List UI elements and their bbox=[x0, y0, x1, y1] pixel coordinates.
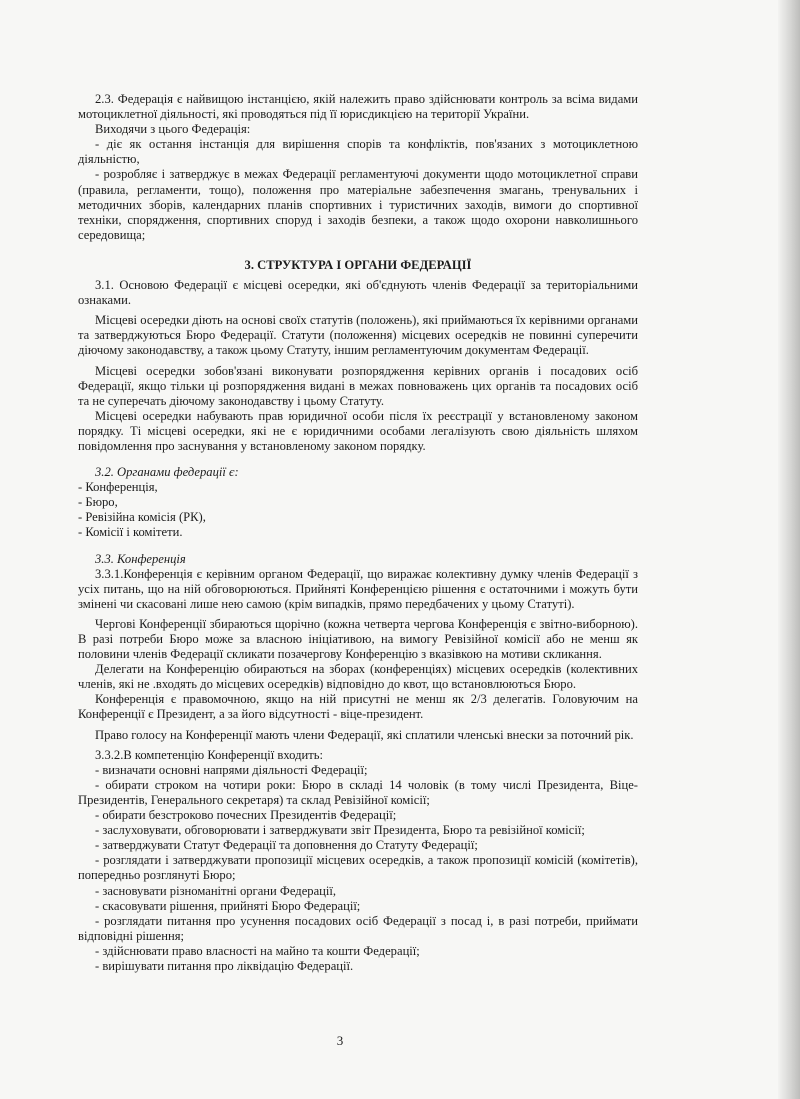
page-edge-shadow bbox=[778, 0, 800, 1099]
subsection-3-2-heading: 3.2. Органами федерації є: bbox=[95, 465, 239, 480]
competence-item: - здійснювати право власності на майно та кошти Федерації; bbox=[95, 943, 420, 958]
competence-item: - скасовувати рішення, прийняті Бюро Федерації; bbox=[95, 898, 361, 913]
competence-item: - затверджувати Статут Федерації та доповнення до Статуту Федерації; bbox=[95, 838, 478, 853]
section-3-heading: 3. СТРУКТУРА І ОРГАНИ ФЕДЕРАЦІЇ bbox=[244, 257, 472, 272]
paragraph-voting-rights: Право голосу на Конференції мають члени Федерації, які сплатили членські внески за поточний рік. bbox=[95, 727, 634, 742]
document-body bbox=[78, 92, 638, 974]
paragraph-3-1: 3.1. Основою Федерації є місцеві осередки, які об'єднують членів Федерації за територіальними ознаками. bbox=[78, 278, 638, 308]
paragraph-3-3-2: 3.3.2.В компетенцію Конференції входить: bbox=[95, 747, 324, 762]
competence-item: - вирішувати питання про ліквідацію Федерації. bbox=[95, 958, 354, 973]
competence-item: - обирати безстроково почесних Президентів Федерації; bbox=[95, 808, 397, 823]
paragraph-3-3-1: 3.3.1.Конференція є керівним органом Федерації, що виражає колективну думку членів Федерації з усіх питань, що на ній обговорюються. Прийняті Конференцією рішення є остаточними і можуть бути змінені чи скасовані лише нею самою (крім випадків, прямо передбачених у цьому Статуті). bbox=[78, 566, 638, 611]
competence-item: - обирати строком на чотири роки: Бюро в складі 14 чоловік (в тому числі Президента, Віце-Президентів, Генерального секретаря) та склад Ревізійної комісії; bbox=[78, 777, 638, 807]
competence-item: - розглядати питання про усунення посадових осіб Федерації з посад і, в разі потреби, приймати відповідні рішення; bbox=[78, 913, 638, 943]
paragraph-quorum: Конференція є правомочною, якщо на ній присутні не менш як 2/3 делегатів. Головуючим на Конференції є Президент, а за його відсутності - віце-президент. bbox=[78, 692, 638, 722]
paragraph-2-3: 2.3. Федерація є найвищою інстанцією, якій належить право здійснювати контроль за всіма видами мотоциклетної діяльності, які проводяться під її юрисдикцією на території України. bbox=[78, 92, 638, 122]
competence-item: - визначати основні напрями діяльності Федерації; bbox=[95, 762, 368, 777]
paragraph-local-obligations: Місцеві осередки зобов'язані виконувати розпорядження керівних органів і посадових осіб Федерації, якщо тільки ці розпорядження видані в межах повноважень цих органів та посадових осіб та не суперечать діючому законодавству і цьому Статуту. bbox=[78, 363, 638, 408]
paragraph-regulations: - розробляє і затверджує в межах Федерації регламентуючі документи щодо мотоциклетної справи (правила, регламенти, тощо), положення про матеріальне забезпечення змагань, тренувальних і методичних зборів, календарних планів спортивних і туристичних заходів, вимоги до спортивної техніки, спорядження, спортивних споруд і заходів безпеки, а також щодо охорони навколишнього середовища; bbox=[78, 167, 638, 242]
competence-item: - засновувати різноманітні органи Федерації, bbox=[95, 883, 337, 898]
competence-item: - розглядати і затверджувати пропозиції місцевих осередків, а також пропозиції комісій (комітетів), попередньо розглянуті Бюро; bbox=[78, 853, 638, 883]
subsection-3-3-heading: 3.3. Конференція bbox=[95, 551, 186, 566]
paragraph-disputes: - діє як остання інстанція для вирішення спорів та конфліктів, пов'язаних з мотоциклетною діяльністю, bbox=[78, 137, 638, 167]
paragraph-regular-conferences: Чергові Конференції збираються щорічно (кожна четверта чергова Конференція є звітно-виборною). В разі потреби Бюро може за власною ініціативою, на вимогу Ревізійної комісії або не менш як половини членів Федерації скликати позачергову Конференцію з вказівкою на мотиви скликання. bbox=[78, 616, 638, 662]
paragraph-delegates: Делегати на Конференцію обираються на зборах (конференціях) місцевих осередків (колективних членів, які не .входять до місцевих осередків) відповідно до квот, що встановлюються Бюро. bbox=[78, 662, 638, 692]
paragraph-legal-entity: Місцеві осередки набувають прав юридичної особи після їх реєстрації у встановленому законом порядку. Ті місцеві осередки, які не є юридичними особами легалізують свою діяльність шляхом повідомлення про заснування у встановленому законом порядку. bbox=[78, 408, 638, 453]
organ-item: - Конференція, bbox=[78, 480, 158, 495]
organ-item: - Комісії і комітети. bbox=[78, 525, 183, 540]
organ-item: - Бюро, bbox=[78, 495, 118, 510]
competence-item: - заслуховувати, обговорювати і затверджувати звіт Президента, Бюро та ревізійної комісії; bbox=[95, 823, 585, 838]
paragraph-local-statutes: Місцеві осередки діють на основі своїх статутів (положень), які приймаються їх керівними органами та затверджуються Бюро Федерації. Статути (положення) місцевих осередків не повинні суперечити діючому законодавству, а також цьому Статуту, іншим регламентуючим документам Федерації. bbox=[78, 313, 638, 358]
paragraph-therefore: Виходячи з цього Федерація: bbox=[95, 122, 251, 137]
organ-item: - Ревізійна комісія (РК), bbox=[78, 510, 206, 525]
page-number: 3 bbox=[336, 1033, 344, 1048]
